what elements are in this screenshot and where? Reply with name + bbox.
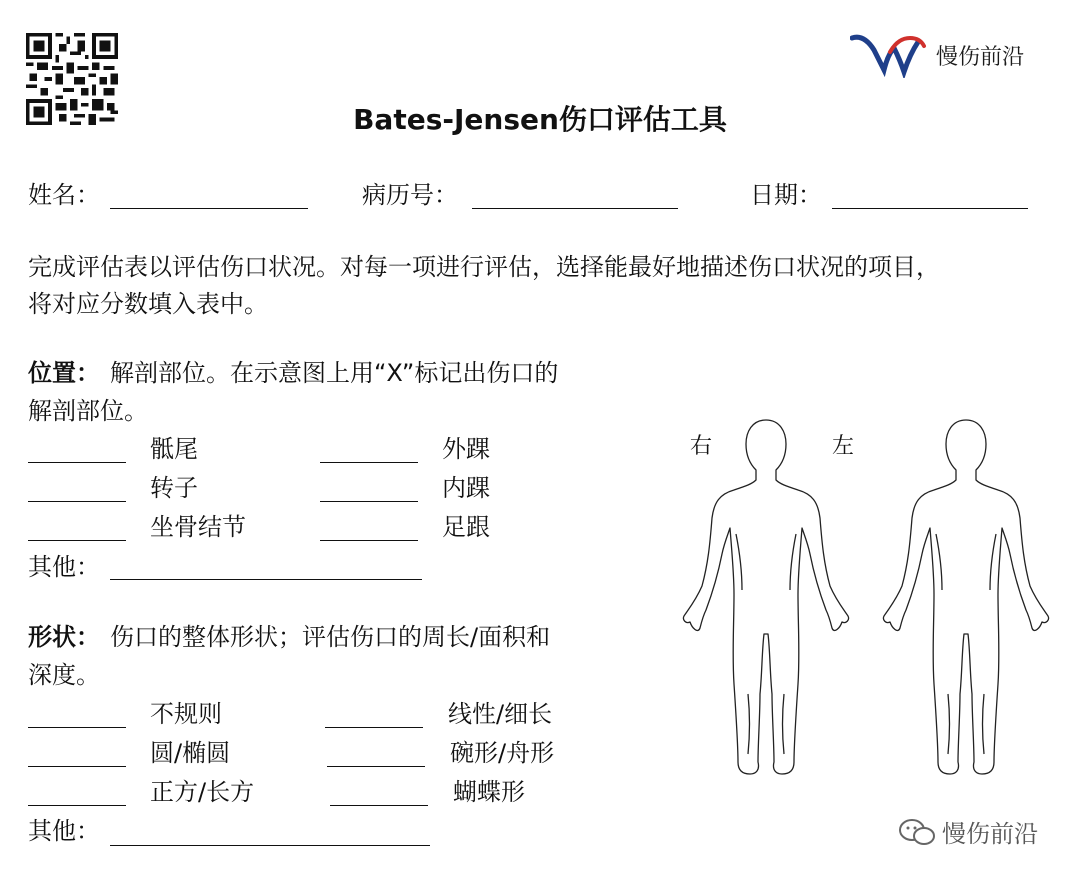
watermark-text: 慢伤前沿 <box>942 820 1038 848</box>
body-right-label: 右 <box>690 434 713 459</box>
shape-option: 正方/长方 <box>150 778 255 806</box>
instructions-line-1: 完成评估表以评估伤口状况。对每一项进行评估，选择能最好地描述伤口状况的项目， <box>28 253 940 281</box>
shape-score-field[interactable] <box>330 805 428 806</box>
chat-bubble-icon <box>898 818 936 848</box>
location-desc-line-1: 解剖部位。在示意图上用“X”标记出伤口的 <box>110 359 559 387</box>
body-left-label: 左 <box>832 434 855 459</box>
location-option: 坐骨结节 <box>150 513 246 541</box>
shape-option: 不规则 <box>150 700 222 728</box>
shape-score-field[interactable] <box>28 766 126 767</box>
shape-other-label: 其他： <box>28 817 100 845</box>
date-label: 日期： <box>750 181 822 209</box>
shape-option: 碗形/舟形 <box>450 739 555 767</box>
shape-score-field[interactable] <box>28 805 126 806</box>
date-field[interactable] <box>832 208 1028 209</box>
page-title: Bates-Jensen伤口评估工具 <box>353 103 727 136</box>
shape-option: 线性/细长 <box>448 700 553 728</box>
body-diagram[interactable] <box>676 414 1066 784</box>
location-desc-line-2: 解剖部位。 <box>28 397 148 425</box>
shape-score-field[interactable] <box>325 727 423 728</box>
location-score-field[interactable] <box>320 540 418 541</box>
location-heading: 位置： <box>28 359 100 387</box>
name-label: 姓名： <box>28 181 100 209</box>
location-option: 外踝 <box>442 435 490 463</box>
shape-option: 蝴蝶形 <box>453 778 525 806</box>
brand-logo <box>850 30 1040 78</box>
body-front-outline <box>683 420 848 774</box>
name-field[interactable] <box>110 208 308 209</box>
location-option: 骶尾 <box>150 435 198 463</box>
shape-desc-line-2: 深度。 <box>28 661 100 689</box>
location-score-field[interactable] <box>28 462 126 463</box>
location-score-field[interactable] <box>320 462 418 463</box>
instructions-line-2: 将对应分数填入表中。 <box>28 290 268 318</box>
watermark <box>896 812 1076 852</box>
location-option: 内踝 <box>442 474 490 502</box>
location-option: 转子 <box>150 474 198 502</box>
shape-score-field[interactable] <box>28 727 126 728</box>
location-score-field[interactable] <box>28 540 126 541</box>
shape-heading: 形状： <box>28 623 100 651</box>
location-other-label: 其他： <box>28 553 100 581</box>
record-number-label: 病历号： <box>362 181 458 209</box>
location-score-field[interactable] <box>320 501 418 502</box>
shape-desc-line-1: 伤口的整体形状；评估伤口的周长/面积和 <box>110 623 551 651</box>
shape-other-field[interactable] <box>110 845 430 846</box>
logo-text: 慢伤前沿 <box>936 45 1025 70</box>
location-option: 足跟 <box>442 513 490 541</box>
record-number-field[interactable] <box>472 208 678 209</box>
shape-option: 圆/椭圆 <box>150 739 231 767</box>
logo-mark-icon <box>850 30 930 78</box>
location-other-field[interactable] <box>110 579 422 580</box>
shape-score-field[interactable] <box>327 766 425 767</box>
location-score-field[interactable] <box>28 501 126 502</box>
